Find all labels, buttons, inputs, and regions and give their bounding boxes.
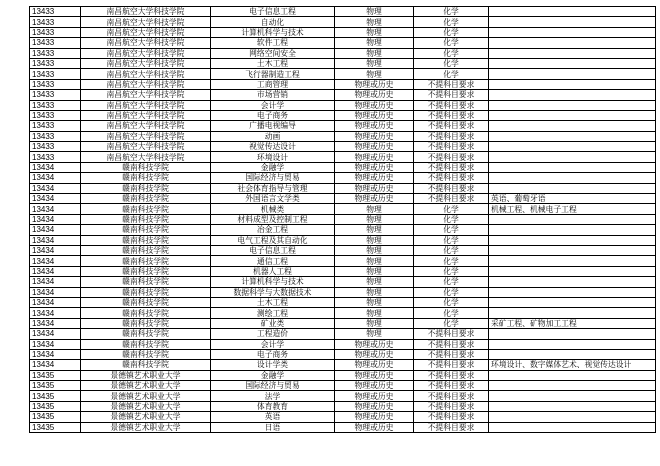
school-code-cell: 13433: [30, 131, 81, 141]
major-name-cell: 土木工程: [211, 297, 335, 307]
major-name-cell: 会计学: [211, 100, 335, 110]
first-subject-cell: 物理: [335, 214, 414, 224]
note-cell: [489, 391, 656, 401]
note-cell: [489, 329, 656, 339]
note-cell: [489, 266, 656, 276]
second-subject-cell: 化学: [414, 58, 489, 68]
second-subject-cell: 不提科目要求: [414, 370, 489, 380]
major-name-cell: 体育教育: [211, 401, 335, 411]
first-subject-cell: 物理: [335, 17, 414, 27]
note-cell: [489, 69, 656, 79]
table-row: [30, 152, 656, 162]
school-name-cell: 赣南科技学院: [81, 318, 211, 328]
second-subject-cell: 化学: [414, 318, 489, 328]
second-subject-cell: 不提科目要求: [414, 173, 489, 183]
table-row: [30, 69, 656, 79]
school-name-cell: 南昌航空大学科技学院: [81, 100, 211, 110]
school-name-cell: 南昌航空大学科技学院: [81, 110, 211, 120]
note-cell: [489, 58, 656, 68]
table-row: [30, 287, 656, 297]
second-subject-cell: 化学: [414, 256, 489, 266]
table-row: [30, 391, 656, 401]
note-cell: 环境设计、数字媒体艺术、视觉传达设计: [489, 360, 656, 370]
first-subject-cell: 物理: [335, 27, 414, 37]
note-cell: [489, 401, 656, 411]
note-cell: [489, 225, 656, 235]
school-code-cell: 13435: [30, 401, 81, 411]
school-name-cell: 赣南科技学院: [81, 339, 211, 349]
school-code-cell: 13434: [30, 235, 81, 245]
school-name-cell: 景德镇艺术职业大学: [81, 381, 211, 391]
school-code-cell: 13435: [30, 381, 81, 391]
table-row: [30, 194, 656, 204]
school-name-cell: 赣南科技学院: [81, 360, 211, 370]
first-subject-cell: 物理或历史: [335, 339, 414, 349]
second-subject-cell: 化学: [414, 27, 489, 37]
major-name-cell: 金融学: [211, 162, 335, 172]
second-subject-cell: 化学: [414, 38, 489, 48]
note-cell: [489, 90, 656, 100]
major-name-cell: 社会体育指导与管理: [211, 183, 335, 193]
note-cell: [489, 412, 656, 422]
second-subject-cell: 化学: [414, 297, 489, 307]
note-cell: [489, 27, 656, 37]
table-row: [30, 17, 656, 27]
school-code-cell: 13434: [30, 214, 81, 224]
table-row: [30, 90, 656, 100]
note-cell: [489, 17, 656, 27]
spreadsheet-page: [29, 6, 656, 433]
first-subject-cell: 物理: [335, 277, 414, 287]
school-code-cell: 13434: [30, 245, 81, 255]
second-subject-cell: 化学: [414, 69, 489, 79]
school-code-cell: 13433: [30, 27, 81, 37]
school-name-cell: 南昌航空大学科技学院: [81, 90, 211, 100]
note-cell: [489, 287, 656, 297]
second-subject-cell: 化学: [414, 214, 489, 224]
table-row: [30, 412, 656, 422]
note-cell: [489, 79, 656, 89]
note-cell: [489, 339, 656, 349]
second-subject-cell: 不提科目要求: [414, 142, 489, 152]
school-code-cell: 13434: [30, 297, 81, 307]
table-row: [30, 27, 656, 37]
major-name-cell: 日语: [211, 422, 335, 432]
note-cell: [489, 422, 656, 432]
school-code-cell: 13435: [30, 412, 81, 422]
major-name-cell: 法学: [211, 391, 335, 401]
second-subject-cell: 化学: [414, 287, 489, 297]
school-code-cell: 13433: [30, 90, 81, 100]
school-name-cell: 赣南科技学院: [81, 329, 211, 339]
table-row: [30, 100, 656, 110]
first-subject-cell: 物理或历史: [335, 142, 414, 152]
school-code-cell: 13435: [30, 370, 81, 380]
school-name-cell: 赣南科技学院: [81, 308, 211, 318]
table-row: [30, 58, 656, 68]
requirements-table: [29, 6, 656, 433]
table-row: [30, 277, 656, 287]
school-code-cell: 13434: [30, 173, 81, 183]
school-code-cell: 13433: [30, 121, 81, 131]
major-name-cell: 通信工程: [211, 256, 335, 266]
table-row: [30, 38, 656, 48]
table-row: [30, 7, 656, 17]
school-name-cell: 南昌航空大学科技学院: [81, 48, 211, 58]
second-subject-cell: 不提科目要求: [414, 162, 489, 172]
school-name-cell: 赣南科技学院: [81, 287, 211, 297]
first-subject-cell: 物理: [335, 308, 414, 318]
school-code-cell: 13433: [30, 100, 81, 110]
school-code-cell: 13434: [30, 277, 81, 287]
second-subject-cell: 化学: [414, 7, 489, 17]
school-name-cell: 景德镇艺术职业大学: [81, 412, 211, 422]
note-cell: [489, 173, 656, 183]
school-code-cell: 13433: [30, 17, 81, 27]
school-name-cell: 赣南科技学院: [81, 235, 211, 245]
school-code-cell: 13433: [30, 58, 81, 68]
school-name-cell: 南昌航空大学科技学院: [81, 27, 211, 37]
table-row: [30, 297, 656, 307]
school-name-cell: 赣南科技学院: [81, 245, 211, 255]
first-subject-cell: 物理: [335, 329, 414, 339]
first-subject-cell: 物理或历史: [335, 360, 414, 370]
note-cell: [489, 142, 656, 152]
second-subject-cell: 化学: [414, 308, 489, 318]
major-name-cell: 电子信息工程: [211, 245, 335, 255]
table-row: [30, 131, 656, 141]
school-code-cell: 13433: [30, 79, 81, 89]
table-row: [30, 235, 656, 245]
major-name-cell: 电气工程及其自动化: [211, 235, 335, 245]
first-subject-cell: 物理或历史: [335, 100, 414, 110]
school-name-cell: 赣南科技学院: [81, 277, 211, 287]
first-subject-cell: 物理或历史: [335, 79, 414, 89]
first-subject-cell: 物理: [335, 38, 414, 48]
second-subject-cell: 不提科目要求: [414, 422, 489, 432]
major-name-cell: 英语: [211, 412, 335, 422]
table-row: [30, 204, 656, 214]
school-code-cell: 13434: [30, 256, 81, 266]
first-subject-cell: 物理或历史: [335, 152, 414, 162]
school-name-cell: 赣南科技学院: [81, 349, 211, 359]
table-row: [30, 401, 656, 411]
school-code-cell: 13433: [30, 38, 81, 48]
school-code-cell: 13434: [30, 204, 81, 214]
first-subject-cell: 物理: [335, 225, 414, 235]
second-subject-cell: 化学: [414, 225, 489, 235]
note-cell: [489, 235, 656, 245]
note-cell: [489, 100, 656, 110]
note-cell: 机械工程、机械电子工程: [489, 204, 656, 214]
second-subject-cell: 不提科目要求: [414, 412, 489, 422]
major-name-cell: 软件工程: [211, 38, 335, 48]
school-code-cell: 13434: [30, 360, 81, 370]
school-code-cell: 13434: [30, 183, 81, 193]
second-subject-cell: 化学: [414, 266, 489, 276]
second-subject-cell: 不提科目要求: [414, 90, 489, 100]
major-name-cell: 电子信息工程: [211, 7, 335, 17]
first-subject-cell: 物理或历史: [335, 422, 414, 432]
school-code-cell: 13433: [30, 142, 81, 152]
school-name-cell: 赣南科技学院: [81, 225, 211, 235]
second-subject-cell: 不提科目要求: [414, 183, 489, 193]
school-name-cell: 景德镇艺术职业大学: [81, 401, 211, 411]
second-subject-cell: 不提科目要求: [414, 329, 489, 339]
second-subject-cell: 不提科目要求: [414, 152, 489, 162]
first-subject-cell: 物理或历史: [335, 370, 414, 380]
school-code-cell: 13435: [30, 391, 81, 401]
table-row: [30, 339, 656, 349]
school-name-cell: 赣南科技学院: [81, 173, 211, 183]
school-code-cell: 13434: [30, 339, 81, 349]
major-name-cell: 机器人工程: [211, 266, 335, 276]
school-code-cell: 13433: [30, 110, 81, 120]
major-name-cell: 国际经济与贸易: [211, 173, 335, 183]
table-row: [30, 318, 656, 328]
first-subject-cell: 物理: [335, 266, 414, 276]
second-subject-cell: 不提科目要求: [414, 110, 489, 120]
school-name-cell: 赣南科技学院: [81, 162, 211, 172]
note-cell: [489, 152, 656, 162]
second-subject-cell: 不提科目要求: [414, 339, 489, 349]
school-name-cell: 赣南科技学院: [81, 297, 211, 307]
second-subject-cell: 化学: [414, 17, 489, 27]
table-body: [30, 7, 656, 433]
major-name-cell: 设计学类: [211, 360, 335, 370]
school-name-cell: 赣南科技学院: [81, 204, 211, 214]
major-name-cell: 工程造价: [211, 329, 335, 339]
second-subject-cell: 不提科目要求: [414, 381, 489, 391]
first-subject-cell: 物理: [335, 235, 414, 245]
school-name-cell: 南昌航空大学科技学院: [81, 38, 211, 48]
note-cell: [489, 256, 656, 266]
second-subject-cell: 不提科目要求: [414, 131, 489, 141]
school-name-cell: 赣南科技学院: [81, 266, 211, 276]
first-subject-cell: 物理或历史: [335, 391, 414, 401]
school-name-cell: 南昌航空大学科技学院: [81, 142, 211, 152]
school-code-cell: 13434: [30, 308, 81, 318]
major-name-cell: 飞行器制造工程: [211, 69, 335, 79]
school-name-cell: 南昌航空大学科技学院: [81, 17, 211, 27]
table-row: [30, 360, 656, 370]
note-cell: [489, 48, 656, 58]
school-name-cell: 南昌航空大学科技学院: [81, 152, 211, 162]
school-name-cell: 南昌航空大学科技学院: [81, 69, 211, 79]
note-cell: [489, 183, 656, 193]
first-subject-cell: 物理或历史: [335, 381, 414, 391]
first-subject-cell: 物理或历史: [335, 90, 414, 100]
school-name-cell: 景德镇艺术职业大学: [81, 422, 211, 432]
table-row: [30, 225, 656, 235]
table-row: [30, 381, 656, 391]
note-cell: [489, 131, 656, 141]
first-subject-cell: 物理: [335, 48, 414, 58]
table-row: [30, 256, 656, 266]
school-name-cell: 南昌航空大学科技学院: [81, 58, 211, 68]
table-row: [30, 162, 656, 172]
major-name-cell: 电子商务: [211, 349, 335, 359]
table-row: [30, 349, 656, 359]
note-cell: [489, 370, 656, 380]
second-subject-cell: 化学: [414, 204, 489, 214]
table-row: [30, 173, 656, 183]
second-subject-cell: 不提科目要求: [414, 79, 489, 89]
first-subject-cell: 物理: [335, 256, 414, 266]
table-row: [30, 110, 656, 120]
note-cell: [489, 214, 656, 224]
second-subject-cell: 不提科目要求: [414, 194, 489, 204]
school-code-cell: 13434: [30, 194, 81, 204]
first-subject-cell: 物理或历史: [335, 412, 414, 422]
major-name-cell: 矿业类: [211, 318, 335, 328]
second-subject-cell: 不提科目要求: [414, 401, 489, 411]
major-name-cell: 冶金工程: [211, 225, 335, 235]
first-subject-cell: 物理: [335, 58, 414, 68]
school-code-cell: 13433: [30, 48, 81, 58]
major-name-cell: 视觉传达设计: [211, 142, 335, 152]
first-subject-cell: 物理: [335, 287, 414, 297]
first-subject-cell: 物理或历史: [335, 173, 414, 183]
first-subject-cell: 物理: [335, 69, 414, 79]
major-name-cell: 材料成型及控制工程: [211, 214, 335, 224]
table-row: [30, 370, 656, 380]
second-subject-cell: 化学: [414, 245, 489, 255]
note-cell: 采矿工程、矿物加工工程: [489, 318, 656, 328]
note-cell: [489, 38, 656, 48]
school-code-cell: 13434: [30, 287, 81, 297]
first-subject-cell: 物理: [335, 204, 414, 214]
table-row: [30, 48, 656, 58]
second-subject-cell: 不提科目要求: [414, 121, 489, 131]
school-code-cell: 13433: [30, 152, 81, 162]
major-name-cell: 网络空间安全: [211, 48, 335, 58]
second-subject-cell: 不提科目要求: [414, 349, 489, 359]
major-name-cell: 电子商务: [211, 110, 335, 120]
note-cell: 英语、葡萄牙语: [489, 194, 656, 204]
second-subject-cell: 化学: [414, 48, 489, 58]
note-cell: [489, 297, 656, 307]
major-name-cell: 外国语言文学类: [211, 194, 335, 204]
major-name-cell: 机械类: [211, 204, 335, 214]
table-row: [30, 142, 656, 152]
note-cell: [489, 7, 656, 17]
table-row: [30, 183, 656, 193]
school-code-cell: 13434: [30, 318, 81, 328]
school-code-cell: 13435: [30, 422, 81, 432]
first-subject-cell: 物理: [335, 245, 414, 255]
school-name-cell: 景德镇艺术职业大学: [81, 391, 211, 401]
second-subject-cell: 不提科目要求: [414, 391, 489, 401]
table-row: [30, 214, 656, 224]
major-name-cell: 环境设计: [211, 152, 335, 162]
first-subject-cell: 物理或历史: [335, 401, 414, 411]
major-name-cell: 自动化: [211, 17, 335, 27]
note-cell: [489, 121, 656, 131]
school-code-cell: 13433: [30, 7, 81, 17]
first-subject-cell: 物理或历史: [335, 131, 414, 141]
major-name-cell: 数据科学与大数据技术: [211, 287, 335, 297]
table-row: [30, 329, 656, 339]
first-subject-cell: 物理或历史: [335, 121, 414, 131]
first-subject-cell: 物理: [335, 318, 414, 328]
table-row: [30, 245, 656, 255]
school-name-cell: 赣南科技学院: [81, 194, 211, 204]
school-code-cell: 13434: [30, 162, 81, 172]
first-subject-cell: 物理: [335, 7, 414, 17]
major-name-cell: 市场营销: [211, 90, 335, 100]
school-name-cell: 南昌航空大学科技学院: [81, 131, 211, 141]
school-code-cell: 13434: [30, 349, 81, 359]
note-cell: [489, 308, 656, 318]
first-subject-cell: 物理或历史: [335, 183, 414, 193]
first-subject-cell: 物理或历史: [335, 110, 414, 120]
school-name-cell: 赣南科技学院: [81, 183, 211, 193]
major-name-cell: 计算机科学与技术: [211, 277, 335, 287]
note-cell: [489, 381, 656, 391]
major-name-cell: 土木工程: [211, 58, 335, 68]
first-subject-cell: 物理或历史: [335, 349, 414, 359]
major-name-cell: 广播电视编导: [211, 121, 335, 131]
school-name-cell: 南昌航空大学科技学院: [81, 7, 211, 17]
second-subject-cell: 不提科目要求: [414, 360, 489, 370]
note-cell: [489, 110, 656, 120]
school-name-cell: 赣南科技学院: [81, 214, 211, 224]
first-subject-cell: 物理或历史: [335, 162, 414, 172]
major-name-cell: 国际经济与贸易: [211, 381, 335, 391]
table-row: [30, 308, 656, 318]
major-name-cell: 工商管理: [211, 79, 335, 89]
school-code-cell: 13434: [30, 266, 81, 276]
school-code-cell: 13433: [30, 69, 81, 79]
table-row: [30, 79, 656, 89]
school-name-cell: 南昌航空大学科技学院: [81, 121, 211, 131]
major-name-cell: 金融学: [211, 370, 335, 380]
major-name-cell: 动画: [211, 131, 335, 141]
major-name-cell: 会计学: [211, 339, 335, 349]
table-row: [30, 121, 656, 131]
first-subject-cell: 物理: [335, 297, 414, 307]
second-subject-cell: 化学: [414, 235, 489, 245]
school-code-cell: 13434: [30, 225, 81, 235]
table-row: [30, 266, 656, 276]
school-name-cell: 赣南科技学院: [81, 256, 211, 266]
school-code-cell: 13434: [30, 329, 81, 339]
note-cell: [489, 162, 656, 172]
school-name-cell: 南昌航空大学科技学院: [81, 79, 211, 89]
note-cell: [489, 277, 656, 287]
second-subject-cell: 化学: [414, 277, 489, 287]
first-subject-cell: 物理或历史: [335, 194, 414, 204]
school-name-cell: 景德镇艺术职业大学: [81, 370, 211, 380]
note-cell: [489, 349, 656, 359]
major-name-cell: 测绘工程: [211, 308, 335, 318]
major-name-cell: 计算机科学与技术: [211, 27, 335, 37]
table-row: [30, 422, 656, 432]
note-cell: [489, 245, 656, 255]
second-subject-cell: 不提科目要求: [414, 100, 489, 110]
